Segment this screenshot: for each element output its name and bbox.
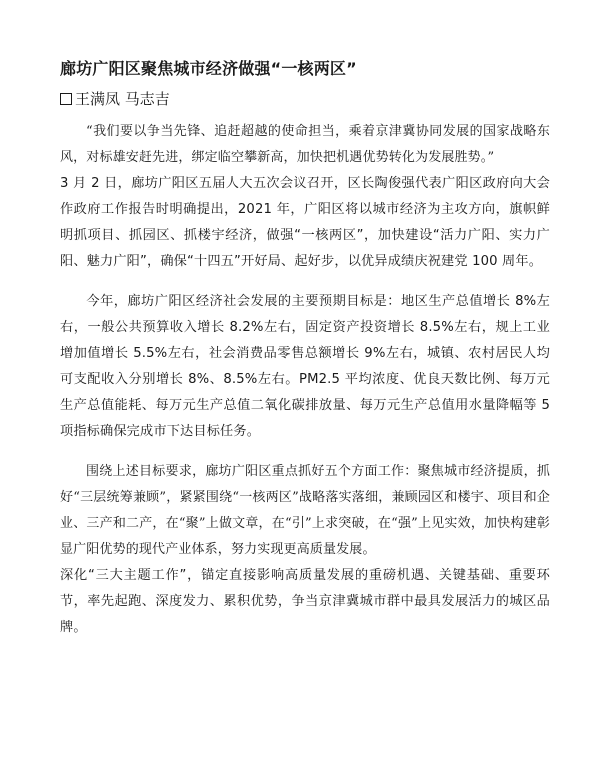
square-bullet-icon xyxy=(60,93,72,105)
paragraph-targets: 今年，廊坊广阳区经济社会发展的主要预期目标是：地区生产总值增长 8%左右，一般公共预算收入增长 8.2%左右，固定资产投资增长 8.5%左右，规上工业增加值增长 5.5%左右，社会消费品零售总额增长 9%左右，城镇、农村居民人均可支配收入分别增长 8%、8.5%左右。PM2.5 平均浓度、优良天数比例、每万元生产总值能耗、每万元生产总值二氧化碳排放量、每万元生产总值用水量降幅等 5 项指标确保完成市下达目标任务。 xyxy=(60,294,550,439)
byline xyxy=(60,89,550,109)
paragraph-quote: “我们要以争当先锋、追赶超越的使命担当，乘着京津冀协同发展的国家战略东风，对标雄安赶先进，绑定临空攀新高，加快把机遇优势转化为发展胜势。” xyxy=(60,124,550,165)
article xyxy=(60,58,550,641)
paragraph-themes: 深化“三大主题工作”，锚定直接影响高质量发展的重磅机遇、关键基础、重要环节，率先起跑、深度发力、累积优势，争当京津冀城市群中最具发展活力的城区品牌。 xyxy=(60,568,550,635)
author-names: 王满凤 马志吉 xyxy=(75,90,170,108)
paragraph-meeting: 3 月 2 日，廊坊广阳区五届人大五次会议召开，区长陶俊强代表广阳区政府向大会作政府工作报告时明确提出，2021 年，广阳区将以城市经济为主攻方向，旗帜鲜明抓项目、抓园区、抓楼宇经济，做强“一核两区”，加快建设“活力广阳、实力广阳、魅力广阳”，确保“十四五”开好局、起好步，以优异成绩庆祝建党 100 周年。 xyxy=(60,176,550,269)
article-title: 廊坊广阳区聚焦城市经济做强“一核两区” xyxy=(60,59,357,78)
paragraph-focus: 围绕上述目标要求，廊坊广阳区重点抓好五个方面工作：聚焦城市经济提质，抓好“三层统筹兼顾”，紧紧围绕“一核两区”战略落实落细，兼顾园区和楼宇、项目和企业、三产和二产，在“聚”上做文章，在“引”上求突破，在“强”上见实效，加快构建彰显广阳优势的现代产业体系，努力实现更高质量发展。 xyxy=(60,464,550,557)
